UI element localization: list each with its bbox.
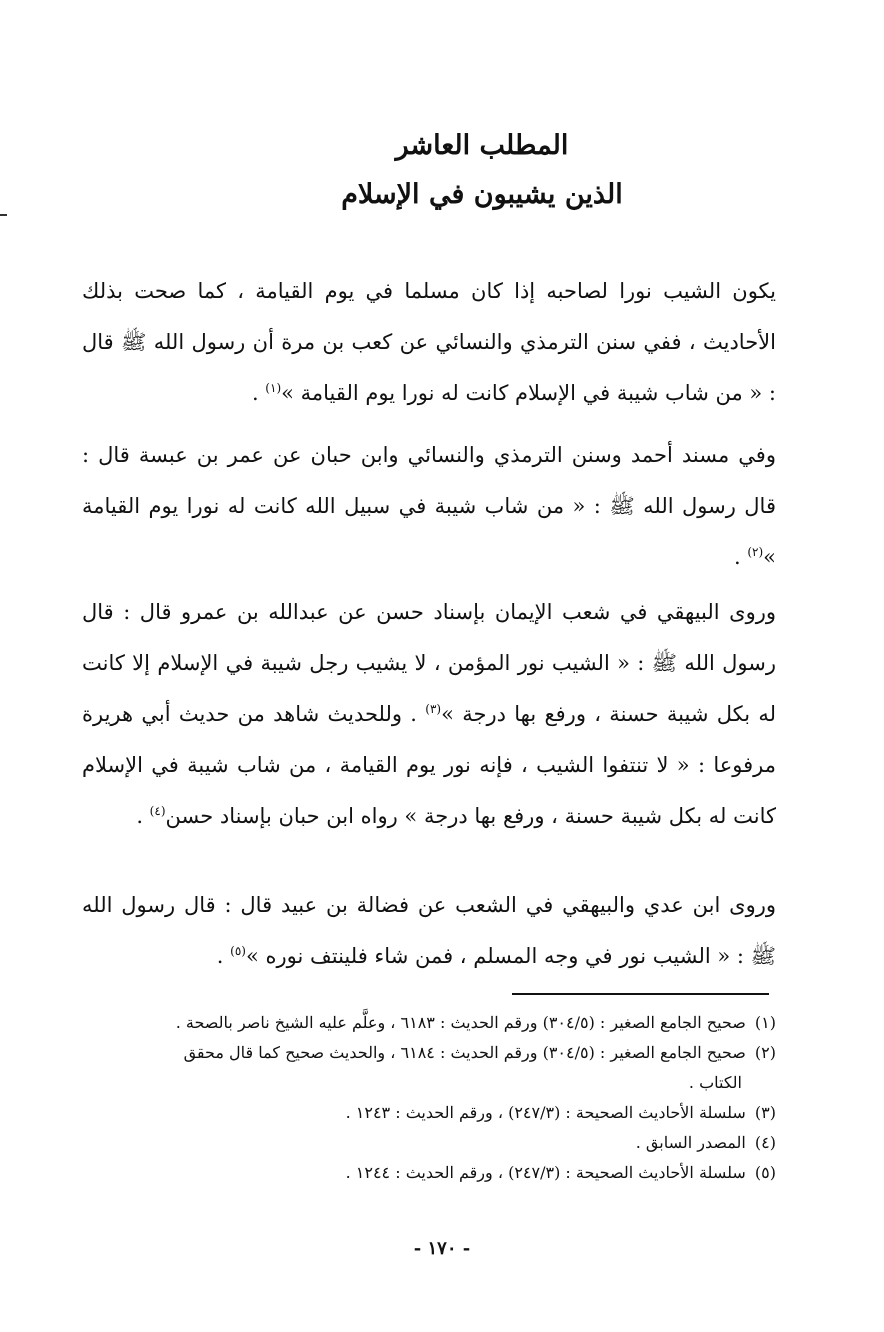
paragraph-middle: . وللحديث شاهد من حديث أبي هريرة مرفوعا : « لا تنتفوا الشيب ، فإنه نور يوم القيامة ، من شاب شيبة في الإسلام كانت له بكل شيبة حسنة ، ورفع بها درجة » رواه ابن حبان بإسناد حسن <box>82 702 776 828</box>
footnote-text: سلسلة الأحاديث الصحيحة : (٢٤٧/٣) ، ورقم الحديث : ١٢٤٤ . <box>345 1163 746 1182</box>
footnote-number: (٢) <box>754 1043 776 1062</box>
footnote-ref: (٣) <box>425 702 442 716</box>
paragraph-3 <box>82 587 776 842</box>
footnote-divider <box>512 993 769 995</box>
paragraph-1 <box>82 266 776 419</box>
paragraph-end: . <box>216 944 231 968</box>
page-number: - ١٧٠ - <box>413 1238 471 1259</box>
footnote-text: صحيح الجامع الصغير : (٣٠٤/٥) ورقم الحديث : ٦١٨٣ ، وعلَّم عليه الشيخ ناصر بالصحة . <box>175 1013 746 1032</box>
footnote-item <box>90 1128 776 1158</box>
footnote-item <box>90 1158 776 1188</box>
footnote-text: سلسلة الأحاديث الصحيحة : (٢٤٧/٣) ، ورقم الحديث : ١٢٤٣ . <box>345 1103 746 1122</box>
footnote-ref: (٥) <box>230 944 246 958</box>
footnote-number: (٣) <box>754 1103 776 1122</box>
paragraph-text: وروى ابن عدي والبيهقي في الشعب عن فضالة بن عبيد قال : قال رسول الله ﷺ : « الشيب نور في وجه المسلم ، فمن شاء فلينتف نوره » <box>82 893 776 968</box>
paragraph-text: وروى البيهقي في شعب الإيمان بإسناد حسن عن عبدالله بن عمرو قال : قال رسول الله ﷺ : « الشيب نور المؤمن ، لا يشيب رجل شيبة في الإسلام إلا كانت له بكل شيبة حسنة ، ورفع بها درجة » <box>82 600 776 726</box>
paragraph-text: يكون الشيب نورا لصاحبه إذا كان مسلما في يوم القيامة ، كما صحت بذلك الأحاديث ، ففي سنن الترمذي والنسائي عن كعب بن مرة أن رسول الله ﷺ قال : « من شاب شيبة في الإسلام كانت له نورا يوم القيامة » <box>82 279 776 405</box>
paragraph-text: وفي مسند أحمد وسنن الترمذي والنسائي وابن حبان عن عمر بن عبسة قال : قال رسول الله ﷺ : « من شاب شيبة في سبيل الله كانت له نورا يوم القيامة » <box>82 443 776 569</box>
footnote-ref: (٢) <box>747 545 764 559</box>
footnote-continuation: الكتاب . <box>688 1073 742 1092</box>
footnotes-list <box>90 1008 776 1188</box>
footnote-text: صحيح الجامع الصغير : (٣٠٤/٥) ورقم الحديث : ٦١٨٤ ، والحديث صحيح كما قال محقق <box>183 1043 746 1062</box>
footnote-item <box>90 1098 776 1128</box>
footnote-number: (١) <box>754 1013 776 1032</box>
paragraph-end: . <box>136 804 150 828</box>
footnote-item <box>90 1008 776 1038</box>
footnote-text: المصدر السابق . <box>635 1133 746 1152</box>
footnote-item <box>90 1038 776 1098</box>
section-subtitle: الذين يشيبون في الإسلام <box>341 179 623 210</box>
section-title: المطلب العاشر <box>395 130 569 161</box>
footnote-ref: (١) <box>265 381 282 395</box>
footnote-number: (٥) <box>754 1163 776 1182</box>
paragraph-end: . <box>251 381 266 405</box>
paragraph-end: . <box>733 545 748 569</box>
paragraph-2 <box>82 430 776 583</box>
paragraph-4 <box>82 880 776 982</box>
footnote-number: (٤) <box>754 1133 776 1152</box>
scan-edge-mark <box>0 214 7 216</box>
footnote-ref: (٤) <box>149 804 166 818</box>
